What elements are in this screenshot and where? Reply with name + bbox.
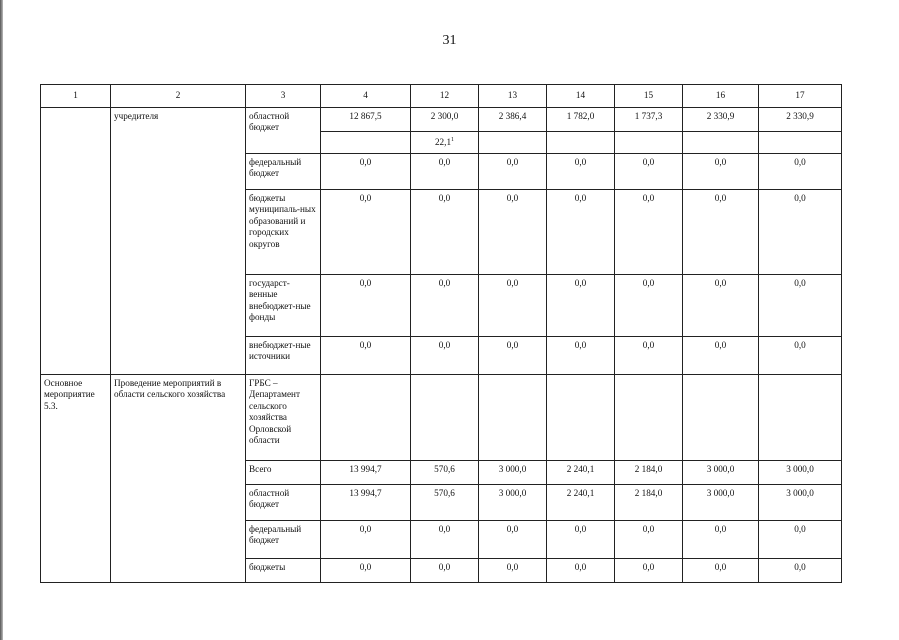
header-cell: 4 [321, 85, 411, 108]
row-label: бюджеты [246, 559, 321, 583]
row-label: бюджеты муниципаль-ных образований и городских округов [246, 190, 321, 275]
value-cell: 13 994,7 [321, 485, 411, 521]
header-cell: 14 [547, 85, 615, 108]
value-cell: 3 000,0 [759, 485, 842, 521]
value-cell: 0,0 [411, 154, 479, 190]
value-cell: 0,0 [411, 521, 479, 559]
value-cell [411, 375, 479, 461]
value-cell: 2 330,9 [683, 108, 759, 132]
row-label: федеральный бюджет [246, 154, 321, 190]
value-cell: 0,0 [683, 337, 759, 375]
value-cell: 2 330,9 [759, 108, 842, 132]
value-cell: 0,0 [479, 521, 547, 559]
value-cell: 1 737,3 [615, 108, 683, 132]
value-cell: 0,0 [411, 337, 479, 375]
value-cell: 0,0 [547, 337, 615, 375]
value-cell: 0,0 [547, 559, 615, 583]
value-cell: 0,0 [479, 154, 547, 190]
value-cell: 0,0 [547, 190, 615, 275]
value-cell [479, 132, 547, 154]
value-cell: 0,0 [547, 154, 615, 190]
row-label: Всего [246, 461, 321, 485]
value-cell [321, 132, 411, 154]
value-cell: 0,0 [615, 190, 683, 275]
table-row [41, 108, 842, 132]
value-cell: 0,0 [479, 559, 547, 583]
value-cell: 12 867,5 [321, 108, 411, 132]
cell-col1 [41, 108, 111, 375]
row-label: федеральный бюджет [246, 521, 321, 559]
value-cell: 2 240,1 [547, 485, 615, 521]
cell-measure-name: Проведение мероприятий в области сельского хозяйства [111, 375, 246, 583]
value-cell: 2 300,0 [411, 108, 479, 132]
value-cell: 1 782,0 [547, 108, 615, 132]
value-cell: 0,0 [759, 190, 842, 275]
value-cell: 0,0 [615, 154, 683, 190]
value-cell: 3 000,0 [759, 461, 842, 485]
header-cell: 12 [411, 85, 479, 108]
value-cell: 0,0 [683, 559, 759, 583]
value-cell [547, 132, 615, 154]
footnote-mark: 1 [451, 137, 455, 143]
value-cell: 0,0 [615, 559, 683, 583]
value-cell: 0,0 [615, 275, 683, 337]
value-cell [547, 375, 615, 461]
row-label: областной бюджет [246, 108, 321, 154]
budget-table [40, 84, 842, 583]
value-cell [759, 375, 842, 461]
page-number: 31 [442, 33, 457, 48]
value-cell: 0,0 [479, 275, 547, 337]
value-cell: 3 000,0 [683, 461, 759, 485]
value-cell: 2 184,0 [615, 485, 683, 521]
value-cell: 0,0 [683, 190, 759, 275]
value-cell: 3 000,0 [683, 485, 759, 521]
value-cell: 0,0 [411, 559, 479, 583]
value-cell: 0,0 [759, 521, 842, 559]
value-cell: 0,0 [683, 154, 759, 190]
header-cell: 1 [41, 85, 111, 108]
value-cell [759, 132, 842, 154]
value-cell: 3 000,0 [479, 485, 547, 521]
header-cell: 15 [615, 85, 683, 108]
value-cell: 2 386,4 [479, 108, 547, 132]
value-cell: 0,0 [547, 275, 615, 337]
header-cell: 13 [479, 85, 547, 108]
value-cell [615, 375, 683, 461]
value-cell: 0,0 [411, 190, 479, 275]
row-label: внебюджет-ные источники [246, 337, 321, 375]
value-cell: 0,0 [411, 275, 479, 337]
value-cell: 13 994,7 [321, 461, 411, 485]
value-cell: 3 000,0 [479, 461, 547, 485]
value-cell: 0,0 [547, 521, 615, 559]
value-cell [479, 375, 547, 461]
header-cell: 16 [683, 85, 759, 108]
value-cell: 0,0 [759, 275, 842, 337]
scan-edge [0, 0, 3, 640]
value-cell [321, 375, 411, 461]
value-cell: 2 240,1 [547, 461, 615, 485]
value-cell: 0,0 [759, 154, 842, 190]
value-cell: 0,0 [321, 559, 411, 583]
value-cell: 0,0 [759, 559, 842, 583]
cell-col2: учредителя [111, 108, 246, 375]
row-label: областной бюджет [246, 485, 321, 521]
header-cell: 17 [759, 85, 842, 108]
value-cell: 2 184,0 [615, 461, 683, 485]
value-cell: 0,0 [321, 154, 411, 190]
header-row [41, 85, 842, 108]
value-cell [615, 132, 683, 154]
value-cell: 0,0 [321, 521, 411, 559]
value-cell: 570,6 [411, 485, 479, 521]
cell-measure-number: Основное мероприятие 5.3. [41, 375, 111, 583]
value-cell: 0,0 [615, 521, 683, 559]
header-cell: 2 [111, 85, 246, 108]
value-cell [683, 375, 759, 461]
value-cell: 0,0 [321, 337, 411, 375]
table-row [41, 375, 842, 461]
value-cell: 0,0 [759, 337, 842, 375]
value-cell: 22,1$^1$ [411, 132, 479, 154]
row-label-grbs: ГРБС – Департамент сельского хозяйства Орловской области [246, 375, 321, 461]
value-cell: 570,6 [411, 461, 479, 485]
header-cell: 3 [246, 85, 321, 108]
value-cell: 0,0 [683, 275, 759, 337]
row-label: государст-венные внебюджет-ные фонды [246, 275, 321, 337]
value-cell: 0,0 [321, 275, 411, 337]
value-cell: 0,0 [479, 337, 547, 375]
value-cell: 0,0 [683, 521, 759, 559]
value-cell [683, 132, 759, 154]
value-cell: 0,0 [615, 337, 683, 375]
value-cell: 0,0 [321, 190, 411, 275]
value-cell: 0,0 [479, 190, 547, 275]
